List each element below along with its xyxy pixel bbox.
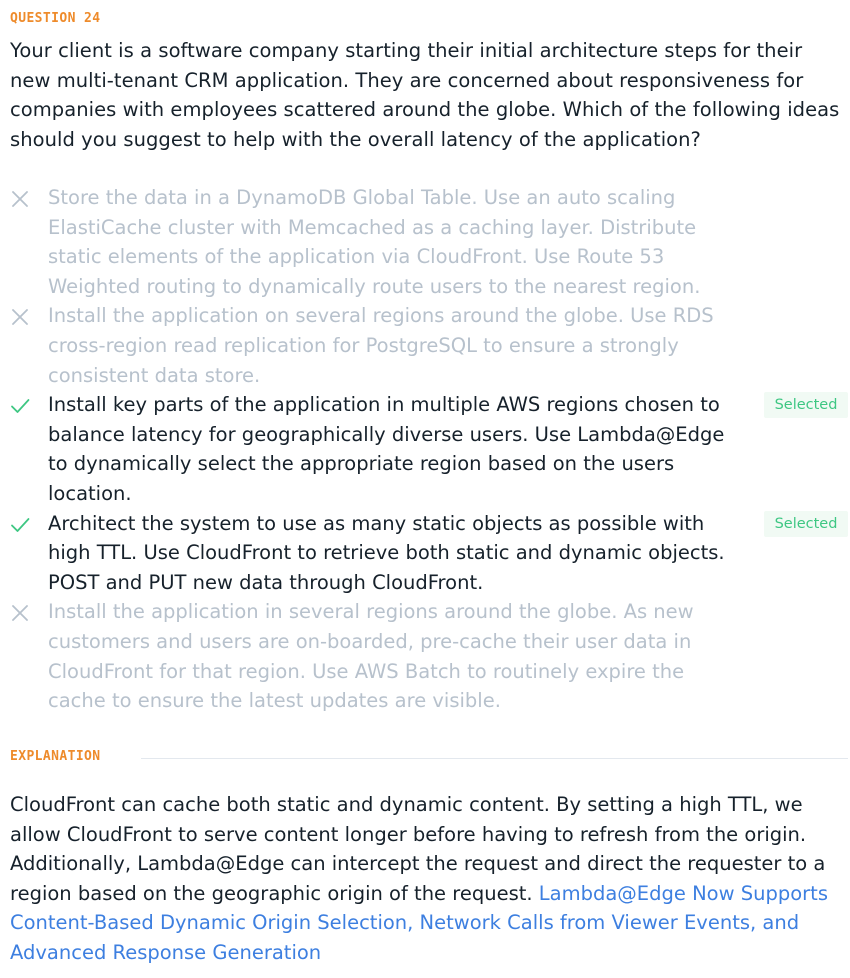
- check-icon: [10, 398, 30, 414]
- answer-option-5[interactable]: [10, 597, 848, 715]
- selected-badge: Selected: [764, 511, 848, 537]
- cross-icon: [10, 309, 30, 325]
- answer-text: Architect the system to use as many static objects as possible with high TTL. Use CloudFront to retrieve both static and dynamic objects. POST and PUT new data through CloudFront.: [48, 511, 725, 594]
- answer-text: Store the data in a DynamoDB Global Table. Use an auto scaling ElastiCache cluster with Memcached as a caching layer. Distribute static elements of the application via CloudFront. Use Route 53 Weighted routing to dynamically route users to the nearest region.: [48, 186, 701, 298]
- explanation-header: [10, 749, 848, 769]
- explanation-label: EXPLANATION: [10, 749, 101, 764]
- selected-badge: Selected: [764, 392, 848, 418]
- cross-icon: [10, 605, 30, 621]
- explanation-text: [10, 790, 844, 968]
- answer-text: Install the application on several regions around the globe. Use RDS cross-region read replication for PostgreSQL to ensure a strongly consistent data store.: [48, 304, 714, 387]
- check-icon: [10, 517, 30, 533]
- question-text: Your client is a software company starting their initial architecture steps for their new multi-tenant CRM application. They are concerned about responsiveness for companies with employees scattered around the globe. Which of the following ideas should you suggest to help with the overall latency of the application?: [10, 39, 840, 151]
- reference-link[interactable]: Lambda@Edge Now Supports Content-Based Dynamic Origin Selection, Network Calls from Viewer Events, and Advanced Response Generation: [10, 881, 828, 964]
- answer-text: Install key parts of the application in multiple AWS regions chosen to balance latency for geographically diverse users. Use Lambda@Edge to dynamically select the appropriate region based on the users location.: [48, 393, 725, 505]
- cross-icon: [10, 191, 30, 207]
- answer-option-1[interactable]: [10, 183, 848, 301]
- answer-option-3[interactable]: [10, 390, 848, 508]
- answer-text: Install the application in several regions around the globe. As new customers and users are on-boarded, pre-cache their user data in CloudFront for that region. Use AWS Batch to routinely expire the cache to ensure the latest updates are visible.: [48, 600, 694, 713]
- answer-option-4[interactable]: [10, 509, 848, 598]
- answer-option-2[interactable]: [10, 301, 848, 390]
- answer-list: [10, 183, 848, 716]
- divider: [141, 758, 848, 759]
- explanation-body: CloudFront can cache both static and dynamic content. By setting a high TTL, we allow CloudFront to serve content longer before having to refresh from the origin. Additionally, Lambda@Edge can intercept the request and direct the requester to a region based on the geographic origin of the request.: [10, 793, 826, 905]
- question-number-label: QUESTION 24: [10, 11, 101, 26]
